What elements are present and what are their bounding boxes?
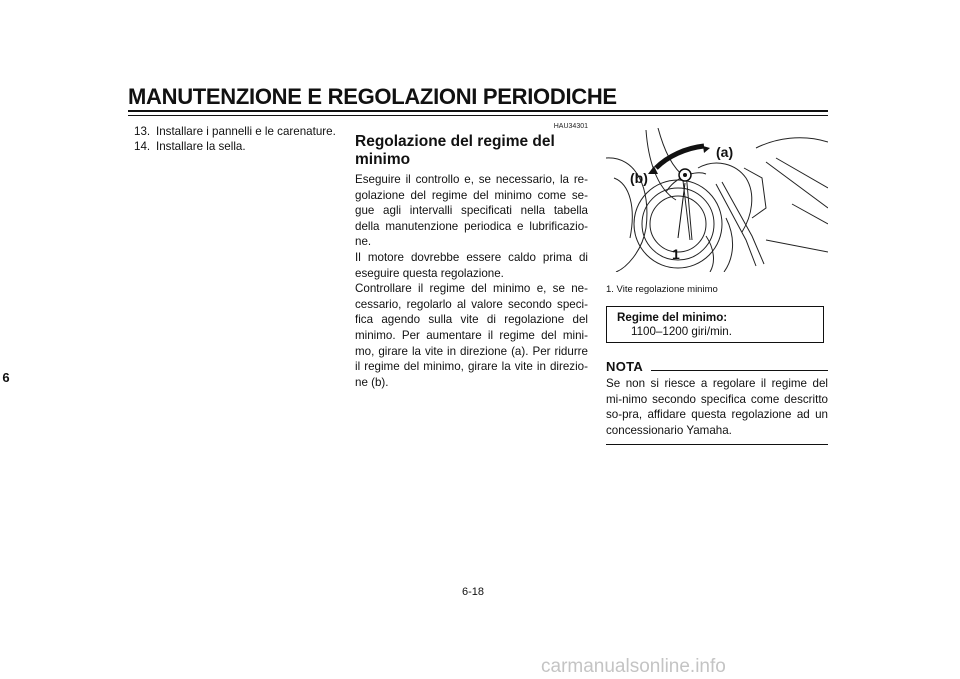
- direction-a-label: (a): [716, 144, 734, 160]
- step-text: Installare la sella.: [156, 140, 246, 153]
- spec-value: 1100–1200 giri/min.: [631, 325, 732, 338]
- middle-column: [355, 122, 588, 390]
- note-rule: [651, 370, 828, 371]
- callout-1-label: 1: [672, 246, 680, 262]
- header-rule-thin: [128, 115, 828, 116]
- step-item: [134, 124, 344, 139]
- step-item: [134, 139, 344, 154]
- note-header: [606, 359, 828, 374]
- watermark: carmanualsonline.info: [541, 656, 726, 677]
- paragraph: Eseguire il controllo e, se necessario, la re-golazione del regime del minimo come se-gue agli intervalli specificati nella tabella della manutenzione periodica e lubrificazio-ne.: [355, 173, 588, 249]
- step-number: 14.: [134, 140, 151, 153]
- direction-b-label: (b): [630, 170, 648, 186]
- page-title: MANUTENZIONE E REGOLAZIONI PERIODICHE: [128, 84, 617, 109]
- right-column: [606, 128, 828, 445]
- idle-screw-figure: [606, 128, 828, 272]
- note-title: NOTA: [606, 359, 644, 374]
- section-code: HAU34301: [553, 123, 588, 130]
- page-number: 6-18: [462, 586, 485, 598]
- paragraph: Il motore dovrebbe essere caldo prima di eseguire questa regolazione.: [355, 250, 588, 280]
- header-rule: [128, 110, 828, 112]
- paragraph: Controllare il regime del minimo e, se ne-cessario, regolarlo al valore secondo speci-fica agendo sulla vite di regolazione del minimo. Per aumentare il regime del mini-mo, girare la vite in direzione (a). Per ridurre il regime del minimo, girare la vite in direzio-ne (b).: [355, 282, 588, 389]
- figure-caption: 1. Vite regolazione minimo: [606, 284, 718, 295]
- section-title: Regolazione del regime del minimo: [355, 133, 555, 168]
- chapter-tab: 6: [2, 370, 10, 385]
- note-text: Se non si riesce a regolare il regime del mi-nimo secondo specifica come descritto so-pra, affidare questa regolazione ad un concessionario Yamaha.: [606, 377, 828, 437]
- note-end-rule: [606, 444, 828, 445]
- step-number: 13.: [134, 125, 151, 138]
- spec-label: Regime del minimo:: [617, 311, 728, 324]
- left-column: [134, 124, 344, 154]
- spec-box: [606, 306, 824, 343]
- step-text: Installare i pannelli e le carenature.: [156, 125, 336, 138]
